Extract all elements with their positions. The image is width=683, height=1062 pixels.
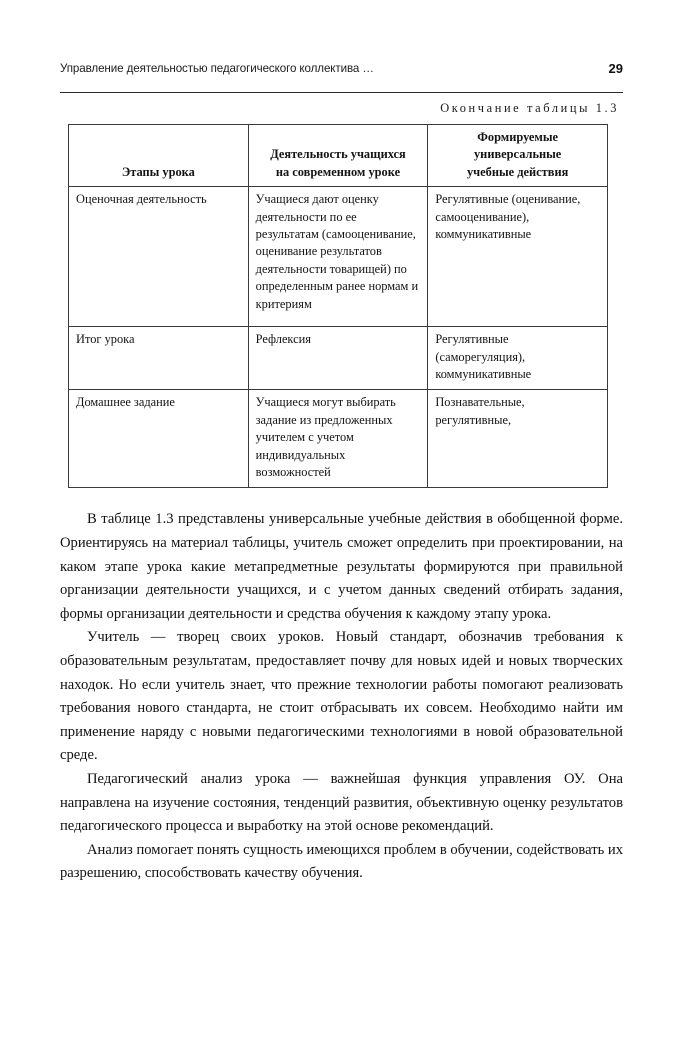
page-number: 29 <box>608 61 623 76</box>
cell-stage: Оценочная деятельность <box>69 187 249 327</box>
column-header-activity-line-2: на современном уроке <box>275 164 401 179</box>
column-header-stage-line-1: Этапы урока <box>121 164 195 179</box>
column-header-uud-line-2: универсальные <box>473 147 562 162</box>
cell-uud: Регулятивные (саморегуляция), коммуникативные <box>428 327 608 390</box>
uud-table <box>68 124 608 488</box>
document-page <box>0 62 683 1062</box>
running-head-title: Управление деятельностью педагогического коллектива … <box>60 62 374 75</box>
column-header-uud <box>428 125 608 187</box>
running-head <box>60 62 623 93</box>
table-row <box>69 327 608 390</box>
table-row <box>69 187 608 327</box>
table-caption: Окончание таблицы 1.3 <box>440 101 619 115</box>
column-header-activity-line-1: Деятельность учащихся <box>270 147 406 162</box>
cell-stage: Итог урока <box>69 327 249 390</box>
column-header-uud-line-1: Формируемые <box>477 130 559 144</box>
column-header-activity <box>248 125 428 187</box>
paragraph-2: Учитель — творец своих уроков. Новый стандарт, обозначив требования к образовательным результатам, предоставляет почву для новых идей и новых творческих находок. Но если учитель знает, что прежние технологии работы помогают реализовать требования нового стандарта, не стоит отбрасывать их совсем. Необходимо найти им применение наряду с новыми педагогическими технологиями в новой образовательной среде. <box>60 629 623 764</box>
cell-activity: Учащиеся могут выбирать задание из предложенных учителем с учетом индивидуальных возможностей <box>248 390 428 488</box>
body-text <box>60 508 623 886</box>
cell-uud: Познавательные, регулятивные, <box>428 390 608 488</box>
table-head <box>69 125 608 187</box>
paragraph-4: Анализ помогает понять сущность имеющихся проблем в обучении, содействовать их разрешению, способствовать качеству обучения. <box>60 841 623 882</box>
table-row <box>69 390 608 488</box>
table-header-row <box>69 125 608 187</box>
cell-activity: Учащиеся дают оценку деятельности по ее результатам (самооценивание, оценивание результатов деятельности товарищей) по определенным ранее нормам и критериям <box>248 187 428 327</box>
cell-stage: Домашнее задание <box>69 390 249 488</box>
cell-activity: Рефлексия <box>248 327 428 390</box>
cell-uud: Регулятивные (оценивание, самооценивание), коммуникативные <box>428 187 608 327</box>
paragraph-3: Педагогический анализ урока — важнейшая функция управления ОУ. Она направлена на изучение состояния, тенденций развития, объективную оценку результатов педагогического процесса и выработку на этой основе рекомендаций. <box>60 771 623 835</box>
table-body <box>69 187 608 488</box>
column-header-stage <box>69 125 249 187</box>
paragraph-1: В таблице 1.3 представлены универсальные учебные действия в обобщенной форме. Ориентируясь на материал таблицы, учитель сможет определить при проектировании, на каком этапе урока какие метапредметные результаты формируются при правильной организации деятельности учащихся, и с учетом данных сведений отбирать задания, формы организации деятельности и средства обучения к каждому этапу урока. <box>60 511 623 622</box>
column-header-uud-line-3: учебные действия <box>466 164 569 179</box>
